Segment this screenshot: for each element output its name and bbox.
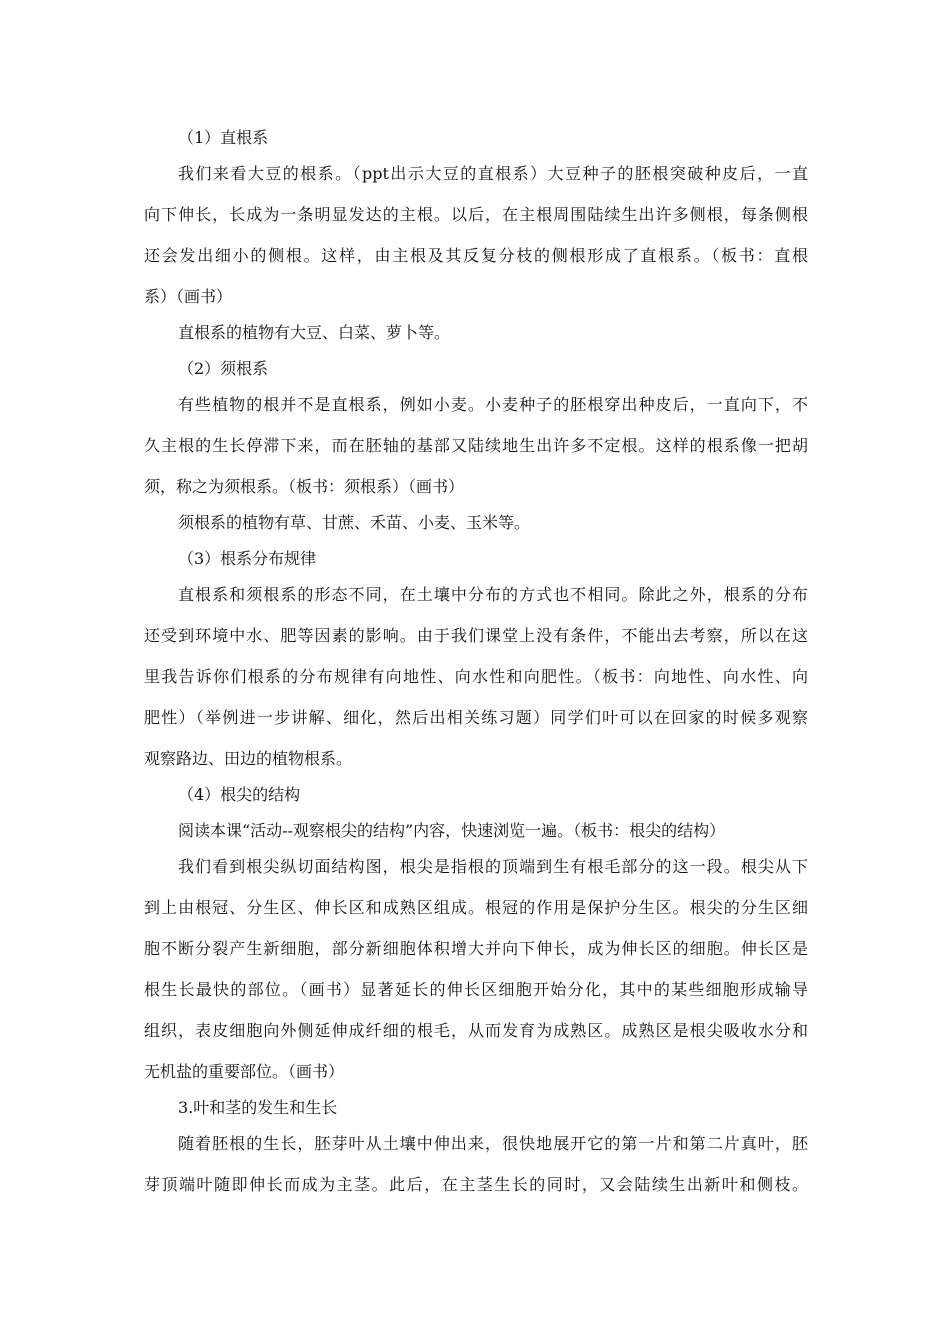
- paragraph-line: 到上由根冠、分生区、伸长区和成熟区组成。根冠的作用是保护分生区。根尖的分生区细: [144, 898, 808, 917]
- paragraph-line: 还会发出细小的侧根。这样，由主根及其反复分枝的侧根形成了直根系。（板书：直根: [144, 246, 808, 265]
- paragraph-line: 我们看到根尖纵切面结构图，根尖是指根的顶端到生有根毛部分的这一段。根尖从下: [178, 857, 808, 876]
- paragraph-line: 观察路边、田边的植物根系。: [144, 749, 353, 768]
- paragraph-line: 久主根的生长停滞下来，而在胚轴的基部又陆续地生出许多不定根。这样的根系像一把胡: [144, 436, 808, 455]
- heading-leaf-stem-growth: 3.叶和茎的发生和生长: [178, 1098, 338, 1117]
- paragraph-line: 随着胚根的生长，胚芽叶从土壤中伸出来，很快地展开它的第一片和第二片真叶，胚: [178, 1134, 808, 1153]
- heading-root-distribution: （3）根系分布规律: [178, 549, 317, 568]
- paragraph-line: 还受到环境中水、肥等因素的影响。由于我们课堂上没有条件，不能出去考察，所以在这: [144, 626, 808, 645]
- paragraph-line: 阅读本课“活动--观察根尖的结构”内容，快速浏览一遍。（板书：根尖的结构）: [178, 821, 726, 840]
- paragraph-line: 芽顶端叶随即伸长而成为主茎。此后，在主茎生长的同时，又会陆续生出新叶和侧枝。: [144, 1175, 808, 1194]
- paragraph-line: 胞不断分裂产生新细胞，部分新细胞体积增大并向下伸长，成为伸长区的细胞。伸长区是: [144, 939, 808, 958]
- paragraph-line: 肥性）（举例进一步讲解、细化，然后出相关练习题）同学们叶可以在回家的时候多观察: [144, 708, 808, 727]
- paragraph-line: 须，称之为须根系。（板书：须根系）（画书）: [144, 477, 465, 496]
- paragraph-line: 有些植物的根并不是直根系，例如小麦。小麦种子的胚根穿出种皮后，一直向下，不: [178, 395, 808, 414]
- paragraph-line: 无机盐的重要部位。（画书）: [144, 1062, 345, 1081]
- paragraph-line: 须根系的植物有草、甘蔗、禾苗、小麦、玉米等。: [178, 513, 531, 532]
- heading-taproot-system: （1）直根系: [178, 128, 269, 147]
- paragraph-line: 根生长最快的部位。（画书）显著延长的伸长区细胞开始分化，其中的某些细胞形成输导: [144, 980, 808, 999]
- paragraph-line: 直根系和须根系的形态不同，在土壤中分布的方式也不相同。除此之外，根系的分布: [178, 585, 808, 604]
- paragraph-line: 我们来看大豆的根系。（ppt出示大豆的直根系）大豆种子的胚根突破种皮后，一直: [178, 164, 808, 183]
- paragraph-line: 组织，表皮细胞向外侧延伸成纤细的根毛，从而发育为成熟区。成熟区是根尖吸收水分和: [144, 1021, 808, 1040]
- heading-fibrous-root-system: （2）须根系: [178, 359, 269, 378]
- paragraph-line: 系）（画书）: [144, 287, 233, 306]
- paragraph-line: 直根系的植物有大豆、白菜、萝卜等。: [178, 323, 451, 342]
- paragraph-line: 向下伸长，长成为一条明显发达的主根。以后，在主根周围陆续生出许多侧根，每条侧根: [144, 205, 808, 224]
- paragraph-line: 里我告诉你们根系的分布规律有向地性、向水性和向肥性。（板书：向地性、向水性、向: [144, 667, 808, 686]
- heading-root-tip-structure: （4）根尖的结构: [178, 785, 301, 804]
